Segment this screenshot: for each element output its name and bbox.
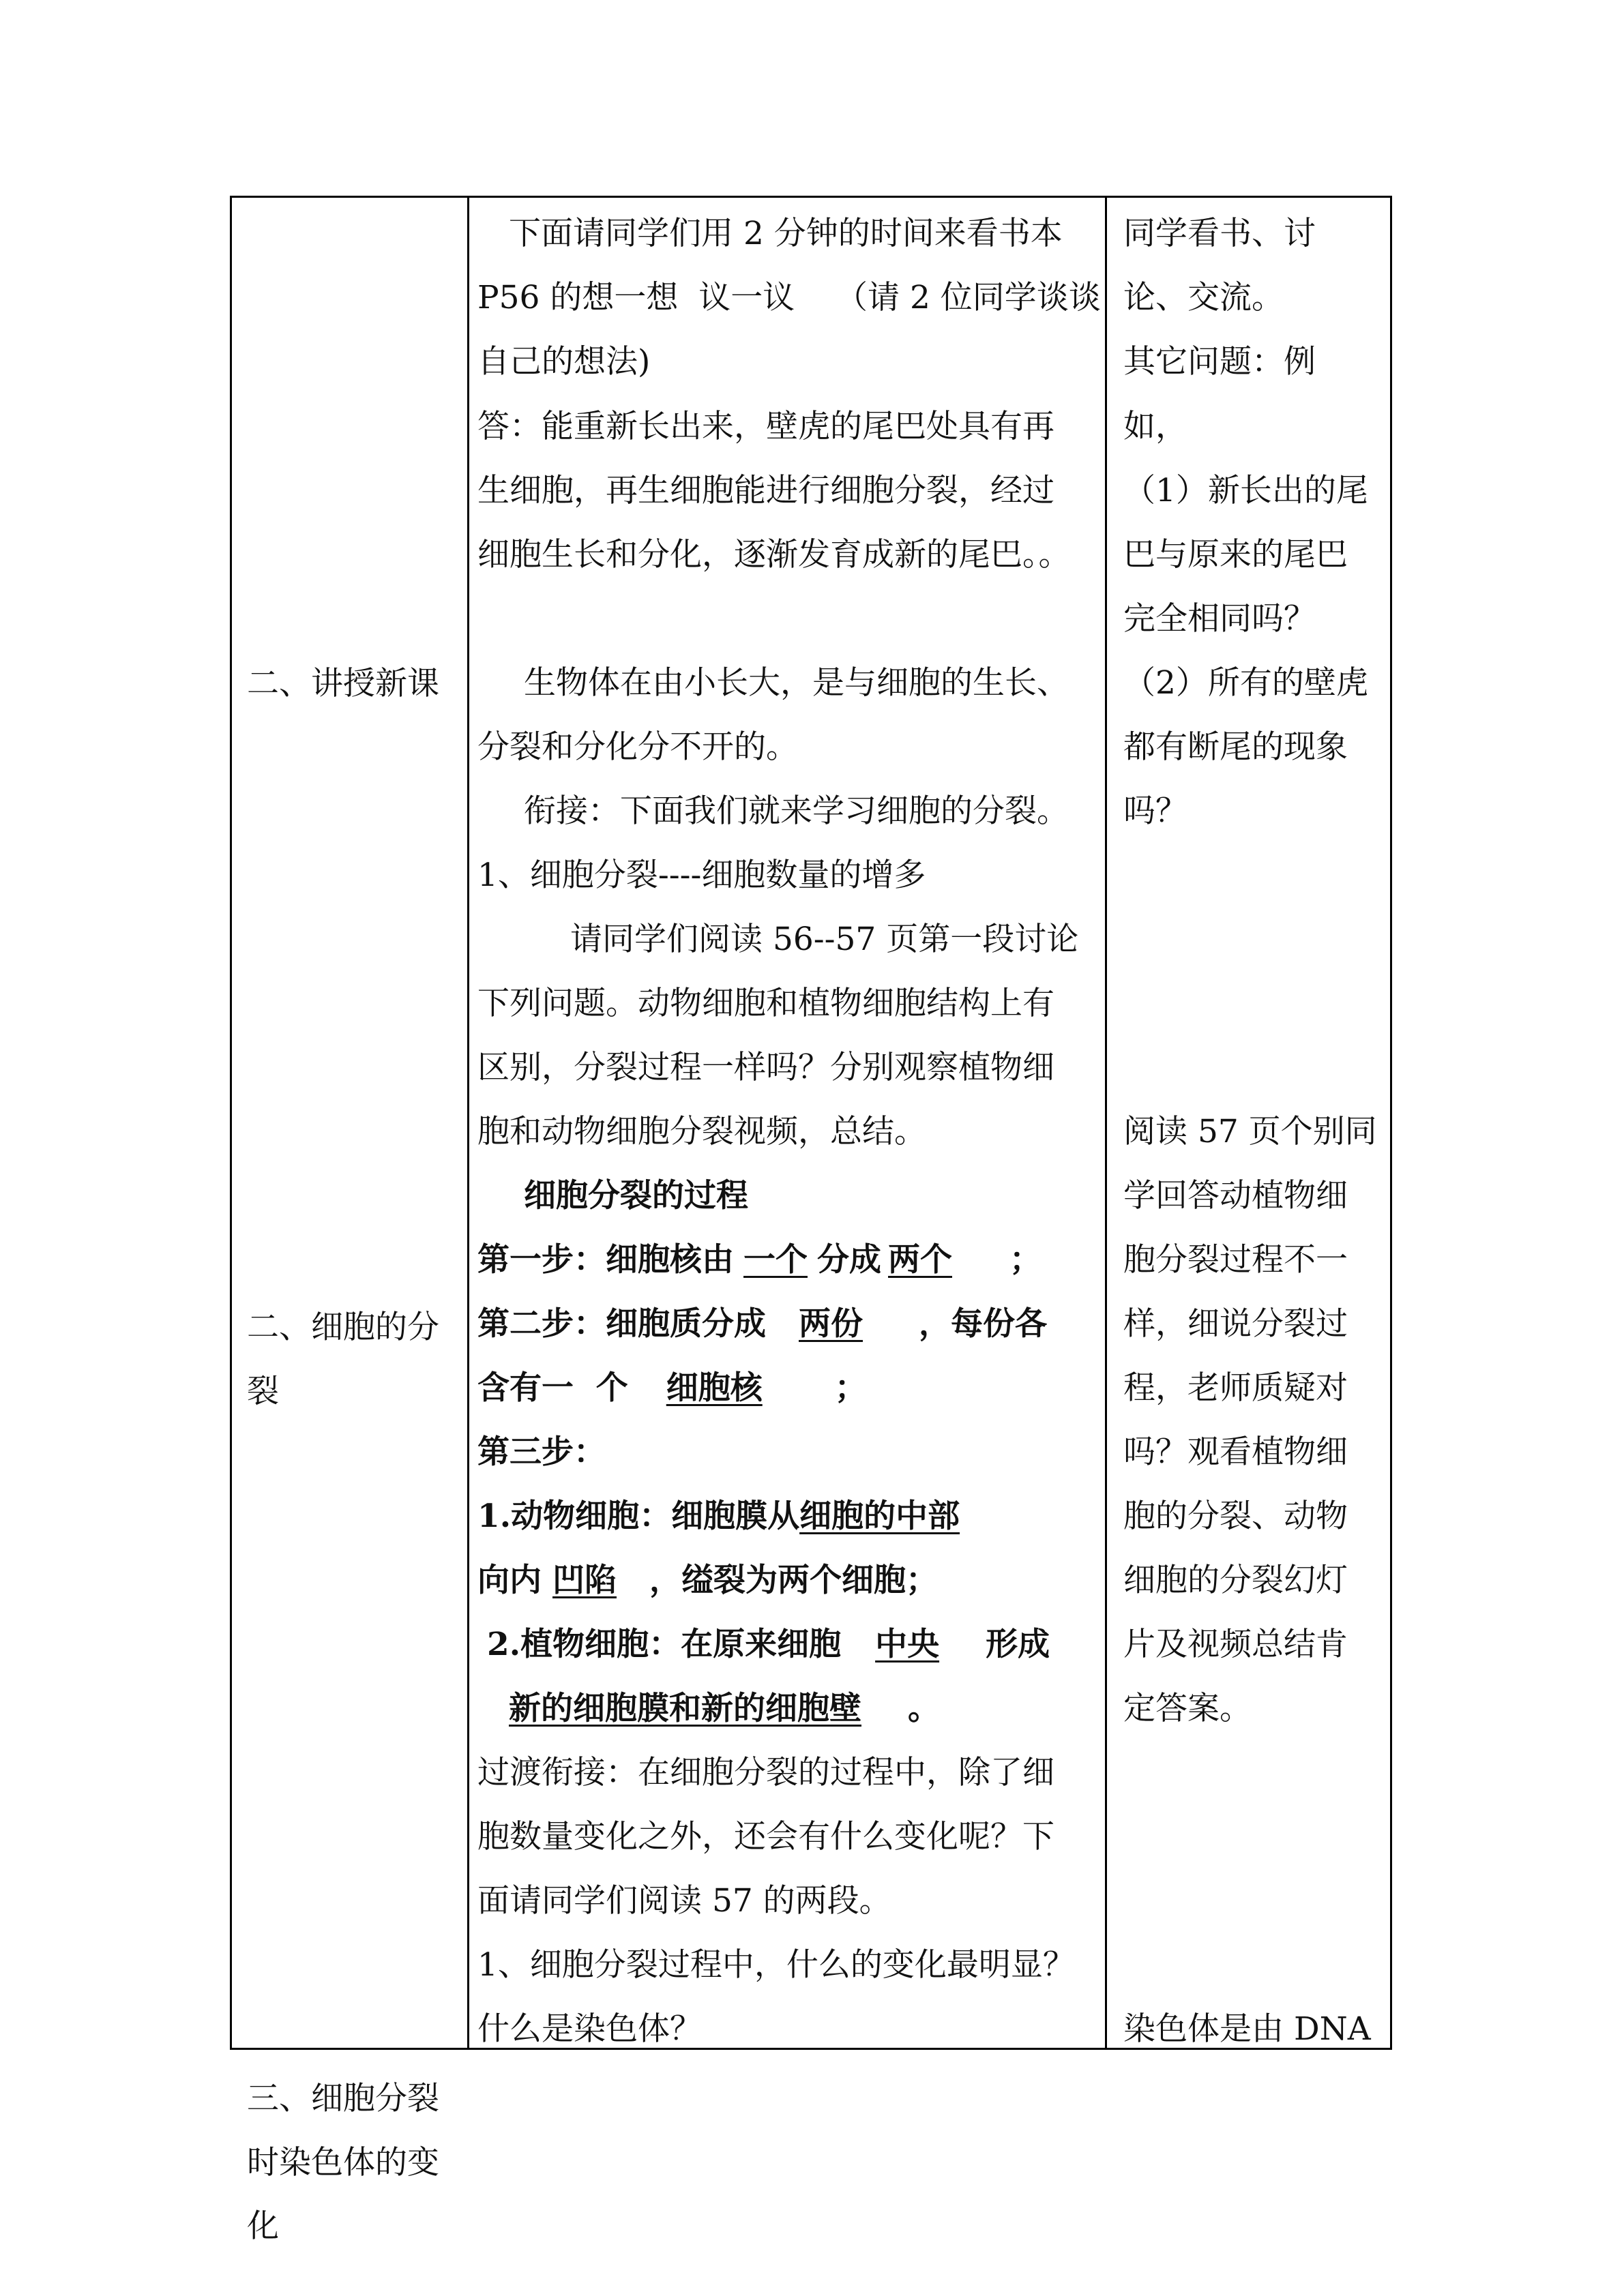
blank-nucleus: 细胞核 [666,1369,763,1407]
activity-line-9: 都有断尾的现象 [1123,728,1348,766]
section-heading-cell-division-cont: 裂 [247,1373,279,1410]
activity-line-8: （2）所有的壁虎 [1123,664,1368,702]
activity-line-20: 定答案。 [1123,1690,1252,1727]
blank-two: 两个 [888,1241,952,1279]
activity-line-12: 学回答动植物细 [1123,1177,1348,1214]
blank-middle: 细胞的中部 [799,1497,960,1535]
bridge-line-3: 面请同学们阅读 57 的两段。 [477,1882,891,1920]
activity-line-19: 片及视频总结肯 [1123,1626,1348,1663]
plant-cell-line-2: 新的细胞膜和新的细胞壁 。 [509,1690,940,1727]
activity-line-4: 如， [1123,408,1187,445]
answer-line-3: 细胞生长和分化，逐渐发育成新的尾巴。。 [477,536,1071,573]
blank-center: 中央 [875,1626,940,1663]
step-2-cont: 含有一 个 细胞核 ； [477,1369,867,1407]
reading-line-1: 请同学们阅读 56--57 页第一段讨论 [570,921,1079,958]
answer-line-2: 生细胞，再生细胞能进行细胞分裂，经过 [477,472,1054,509]
blank-membrane-wall: 新的细胞膜和新的细胞壁 [509,1690,861,1727]
section-heading-chromosome-cont: 时染色体的变 [247,2144,439,2181]
activity-line-13: 胞分裂过程不一 [1123,1241,1348,1279]
section-heading-chromosome-end: 化 [247,2207,279,2245]
intro-line-3: 自己的想法) [477,343,651,381]
left-column [232,198,467,2245]
step-1: 第一步：细胞核由 一个 分成 两个 ； [477,1241,1042,1279]
activity-line-17: 胞的分裂、动物 [1123,1497,1348,1535]
animal-cell-line-1: 1.动物细胞：细胞膜从细胞的中部 [477,1496,1082,1537]
blank-two-parts: 两份 [799,1305,863,1343]
plant-cell-line-1: 2.植物细胞：在原来细胞 中央 形成 [487,1626,1050,1663]
activity-line-10: 吗？ [1123,792,1187,830]
section-heading-chromosome: 三、细胞分裂 [247,2080,439,2117]
blank-one: 一个 [743,1241,808,1279]
activity-line-21: 染色体是由 DNA [1123,2010,1371,2048]
activity-line-5: （1）新长出的尾 [1123,472,1368,509]
activity-line-7: 完全相同吗？ [1123,600,1316,638]
right-column [1107,198,1392,2048]
activity-line-1: 同学看书、讨 [1123,215,1316,252]
question-line-1: 1、细胞分裂过程中，什么的变化最明显？ [477,1946,1075,1984]
activity-line-2: 论、交流。 [1123,279,1284,316]
bridge-line-1: 过渡衔接：在细胞分裂的过程中，除了细 [477,1754,1054,1791]
answer-line-1: 答：能重新长出来，壁虎的尾巴处具有再 [477,408,1054,445]
reading-line-4: 胞和动物细胞分裂视频，总结。 [477,1113,926,1150]
activity-line-3: 其它问题：例 [1123,343,1316,381]
reading-line-2: 下列问题。动物细胞和植物细胞结构上有 [477,985,1054,1022]
activity-line-6: 巴与原来的尾巴 [1123,536,1348,573]
question-line-2: 什么是染色体？ [477,2010,702,2048]
activity-line-15: 程，老师质疑对 [1123,1369,1348,1407]
bridge-line-2: 胞数量变化之外，还会有什么变化呢？下 [477,1818,1054,1855]
activity-line-18: 细胞的分裂幻灯 [1123,1562,1348,1599]
animal-cell-line-2: 向内 凹陷 ，缢裂为两个细胞； [477,1562,938,1599]
middle-column [469,198,1105,2048]
step-2: 第二步：细胞质分成 两份 ，每份各 [477,1305,1047,1343]
reading-line-3: 区别，分裂过程一样吗？分别观察植物细 [477,1049,1054,1086]
intro-line-1: 下面请同学们用 2 分钟的时间来看书本 [509,215,1063,252]
activity-line-11: 阅读 57 页个别同 [1123,1113,1377,1150]
blank-indent: 凹陷 [552,1562,617,1599]
section-heading-cell-division: 二、细胞的分 [247,1309,439,1346]
growth-line-1: 生物体在由小长大，是与细胞的生长、 [524,664,1069,702]
intro-line-2: P56 的想一想 议一议 （请 2 位同学谈谈 [477,279,1101,316]
transition-line: 衔接：下面我们就来学习细胞的分裂。 [524,792,1069,830]
process-title: 细胞分裂的过程 [524,1177,748,1214]
subheading-cell-division: 1、细胞分裂----细胞数量的增多 [477,856,926,894]
section-heading-teaching: 二、讲授新课 [247,665,439,702]
activity-line-16: 吗？观看植物细 [1123,1433,1348,1471]
growth-line-2: 分裂和分化分不开的。 [477,728,798,766]
activity-line-14: 样，细说分裂过 [1123,1305,1348,1343]
step-3: 第三步： [477,1433,606,1471]
lesson-table [230,196,1392,2245]
